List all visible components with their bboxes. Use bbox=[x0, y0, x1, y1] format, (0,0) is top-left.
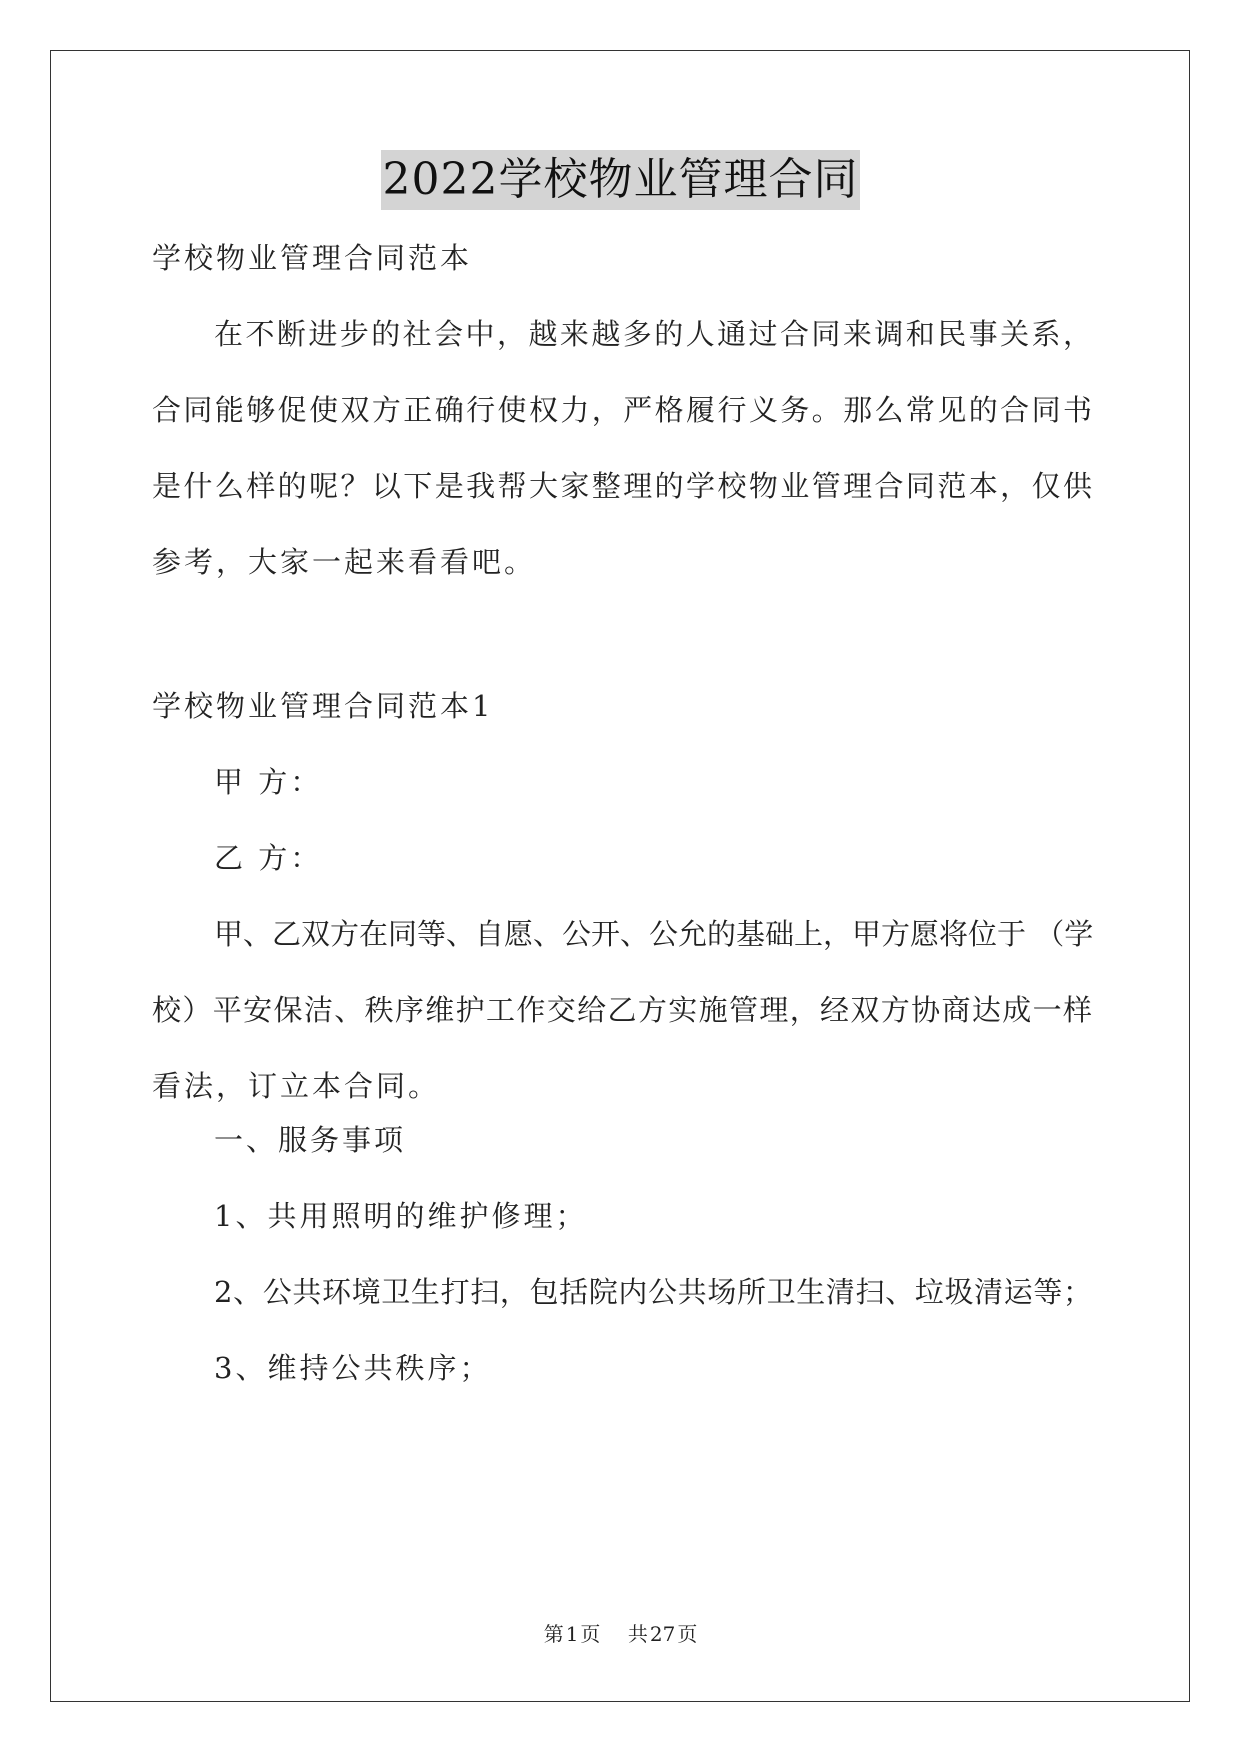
intro-line-4: 参考，大家一起来看看吧。 bbox=[152, 545, 537, 579]
agreement-line-2: 校）平安保洁、秩序维护工作交给乙方实施管理，经双方协商达成一样 bbox=[152, 993, 1092, 1027]
section-title: 学校物业管理合同范本1 bbox=[152, 689, 494, 723]
agreement-line-3: 看法，订立本合同。 bbox=[152, 1069, 441, 1103]
service-item-3: 3、维持公共秩序； bbox=[214, 1351, 492, 1385]
total-pages: 27 bbox=[649, 1622, 676, 1646]
clause-heading: 一、服务事项 bbox=[214, 1123, 407, 1157]
intro-line-1: 在不断进步的社会中，越来越多的人通过合同来调和民事关系， bbox=[214, 317, 1092, 351]
total-suffix: 页 bbox=[677, 1622, 698, 1646]
page-prefix: 第 bbox=[543, 1622, 564, 1646]
party-b-label: 乙 方： bbox=[214, 841, 323, 875]
service-item-1: 1、共用照明的维护修理； bbox=[214, 1199, 588, 1233]
title-container bbox=[0, 150, 1241, 210]
intro-line-3: 是什么样的呢？以下是我帮大家整理的学校物业管理合同范本，仅供 bbox=[152, 469, 1092, 503]
page-suffix: 页 bbox=[580, 1622, 601, 1646]
intro-line-2: 合同能够促使双方正确行使权力，严格履行义务。那么常见的合同书 bbox=[152, 393, 1092, 427]
party-a-label: 甲 方： bbox=[214, 765, 323, 799]
agreement-line-1: 甲、乙双方在同等、自愿、公开、公允的基础上，甲方愿将位于 （学 bbox=[214, 917, 1094, 951]
page-number: 1 bbox=[565, 1622, 579, 1646]
page-footer bbox=[0, 1620, 1241, 1648]
document-title: 2022学校物业管理合同 bbox=[381, 150, 861, 210]
subtitle: 学校物业管理合同范本 bbox=[152, 241, 473, 275]
service-item-2: 2、公共环境卫生打扫，包括院内公共场所卫生清扫、垃圾清运等； bbox=[214, 1275, 1092, 1309]
total-prefix: 共 bbox=[627, 1622, 648, 1646]
